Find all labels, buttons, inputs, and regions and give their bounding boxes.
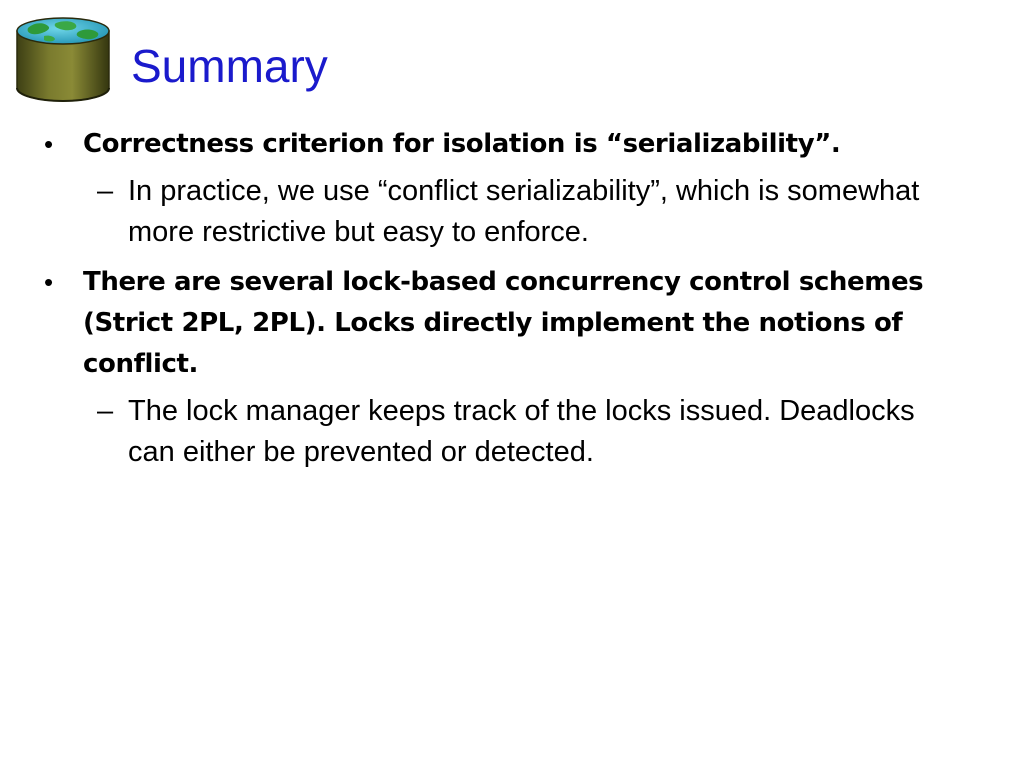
bullet-item	[0, 124, 1024, 165]
database-globe-icon	[14, 14, 112, 104]
sub-bullet-text: In practice, we use “conflict serializability”, which is somewhat more restrictive but easy to enforce.	[128, 175, 920, 248]
bullet-item	[0, 262, 1024, 385]
slide-content	[0, 124, 1024, 482]
sub-bullet-item	[0, 171, 1024, 253]
bullet-marker: •	[44, 267, 53, 297]
sub-bullet-text: The lock manager keeps track of the locks issued. Deadlocks can either be prevented or detected.	[128, 395, 915, 468]
page-title: Summary	[131, 40, 328, 92]
sub-bullet-item	[0, 391, 1024, 473]
sub-bullet-marker: –	[97, 395, 114, 427]
sub-bullet-marker: –	[97, 175, 114, 207]
bullet-marker: •	[44, 129, 53, 159]
bullet-text: Correctness criterion for isolation is “serializability”.	[83, 129, 841, 159]
bullet-text: There are several lock-based concurrency control schemes (Strict 2PL, 2PL). Locks directly implement the notions of conflict.	[83, 267, 924, 379]
